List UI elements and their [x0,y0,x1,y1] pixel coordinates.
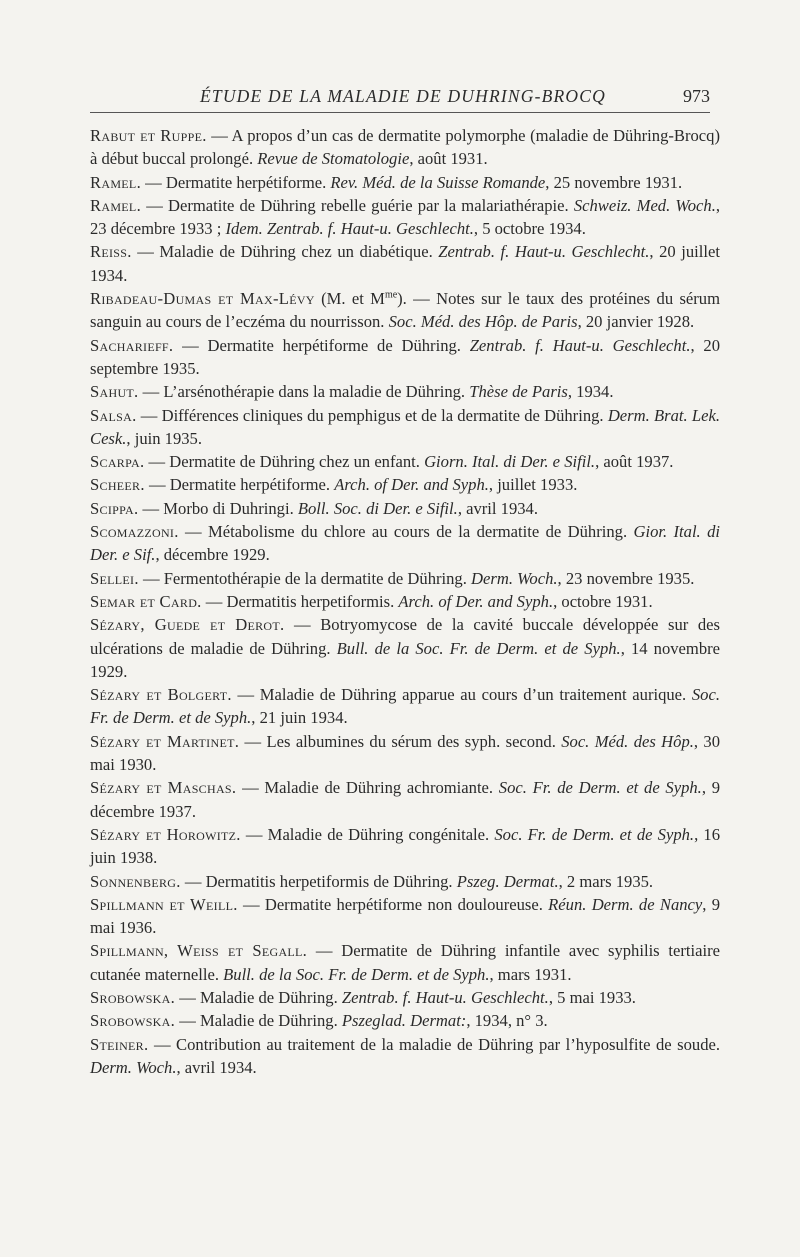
reference-date: , 9 mai 1936. [90,894,721,938]
reference-authors: Scarpa. [90,452,145,472]
running-title: ÉTUDE DE LA MALADIE DE DUHRING-BROCQ [200,86,606,106]
reference-journal: Soc. Fr. de Derm. et de Syph. [494,824,695,844]
reference-entry [90,334,720,381]
reference-entry [90,520,720,567]
reference-journal: Derm. Woch. [471,568,558,588]
reference-authors: Sézary, Guede et Derot. [90,615,285,635]
reference-date: , mars 1931. [489,964,572,984]
reference-date: , août 1937. [595,452,674,472]
reference-journal: Pszeglad. Dermat: [341,1011,467,1031]
reference-journal: Réun. Derm. de Nancy [548,894,703,914]
reference-journal: Derm. Woch. [90,1057,177,1077]
reference-title: — Maladie de Dühring achromiante. [236,778,499,798]
reference-entry [90,613,720,683]
reference-date: , 20 septembre 1935. [90,335,720,378]
reference-journal: Soc. Méd. des Hôp. [561,731,694,751]
reference-entry [90,380,720,403]
reference-authors: Sézary et Maschas. [90,778,237,798]
reference-title: — Dermatite herpétiforme. [144,475,335,495]
reference-entry [90,730,720,777]
reference-entry [90,240,720,287]
reference-entry [90,404,720,451]
reference-date: , 30 mai 1930. [90,731,721,775]
reference-date: , 21 juin 1934. [251,708,348,728]
reference-title: — Maladie de Dühring apparue au cours d’un traitement aurique. [231,685,692,705]
reference-authors: Sellei. [90,568,139,588]
reference-authors: Sézary et Martinet. [90,731,240,751]
reference-journal: Arch. of Der. and Syph. [398,591,554,611]
reference-title: — Dermatite herpétiforme de Dühring. [173,335,470,355]
reference-date: , 16 juin 1938. [90,824,720,868]
reference-authors: Scomazzoni. [90,522,179,542]
reference-title: — Maladie de Dühring. [175,987,342,1007]
reference-title: — A propos d’un cas de dermatite polymorphe (maladie de Dühring-Brocq) à début buccal prolongé. [90,126,720,169]
reference-entry [90,171,720,194]
reference-journal: Pszeg. Dermat. [456,871,559,891]
reference-journal: Schweiz. Med. Woch. [573,195,716,215]
reference-authors: Semar et Card. [90,591,202,611]
reference-journal: Bull. de la Soc. Fr. de Derm. et de Syph. [336,638,621,658]
reference-list [90,124,720,1079]
reference-entry [90,473,720,496]
reference-entry [90,450,720,473]
reference-authors: Sézary et Bolgert. [90,685,232,705]
reference-authors: Reiss. [90,242,132,262]
reference-title: — Botryomycose de la cavité buccale développée sur des ulcérations de maladie de Dühring. [90,615,720,658]
reference-title: — Fermentothérapie de la dermatite de Dühring. [138,568,472,588]
reference-entry [90,683,720,730]
reference-authors: Spillmann, Weiss et Segall. [90,941,308,961]
reference-journal: Soc. Fr. de Derm. et de Syph. [90,685,720,728]
reference-authors: Sonnenberg. [90,871,181,891]
reference-journal: Derm. Brat. Lek. Cesk. [90,405,720,448]
reference-title: — Dermatite herpétiforme non douloureuse. [237,894,549,914]
reference-journal: Soc. Méd. des Hôp. de Paris [388,312,578,332]
reference-date: , 20 juillet 1934. [90,242,720,285]
reference-date: , décembre 1929. [155,545,270,565]
reference-date: , août 1931. [409,149,488,169]
reference-title: — L’arsénothérapie dans la maladie de Dühring. [138,382,470,402]
reference-authors: Spillmann et Weill. [90,894,238,914]
reference-authors: Sahut. [90,382,139,402]
reference-entry [90,1033,720,1080]
reference-date: , 9 décembre 1937. [90,778,721,821]
reference-entry [90,287,720,334]
reference-authors: Salsa. [90,405,137,425]
reference-authors: Srobowska. [90,1011,176,1031]
reference-entry [90,893,720,940]
reference-date: , 25 novembre 1931. [545,172,683,192]
reference-authors: Scheer. [90,475,145,495]
reference-title: — Maladie de Dühring. [175,1011,342,1031]
reference-date: , 20 janvier 1928. [577,312,695,332]
reference-title: — Dermatitis herpetiformis de Dühring. [180,871,457,891]
reference-date: , 23 novembre 1935. [557,568,695,588]
reference-journal: Zentrab. f. Haut-u. Geschlecht. [341,987,549,1007]
reference-title: — Différences cliniques du pemphigus et de la dermatite de Dühring. [136,405,608,425]
reference-title: — Dermatitis herpetiformis. [201,591,399,611]
reference-journal: Rev. Méd. de la Suisse Romande [330,172,546,192]
reference-entry [90,567,720,590]
reference-journal: Zentrab. f. Haut-u. Geschlecht. [469,335,691,355]
reference-authors: Sézary et Horowitz. [90,824,241,844]
reference-journal: Gior. Ital. di Der. e Sif. [90,522,720,565]
reference-authors: Steiner. [90,1034,149,1054]
reference-superscript: me [384,289,398,301]
reference-title: — Maladie de Dühring chez un diabétique. [131,242,439,262]
reference-journal: Revue de Stomatologie [257,149,410,169]
page-number: 973 [683,86,710,106]
reference-authors: Ribadeau-Dumas et Max-Lévy [90,289,315,309]
reference-title: — Dermatite de Dühring infantile avec syphilis tertiaire cutanée maternelle. [90,941,720,984]
reference-date: , 2 mars 1935. [558,871,654,891]
reference-date: , avril 1934. [457,498,539,518]
reference-entry [90,776,720,823]
reference-entry [90,497,720,520]
reference-title: — Contribution au traitement de la maladie de Dühring par l’hyposulfite de soude. [148,1034,720,1054]
reference-title: — Maladie de Dühring congénitale. [240,824,495,844]
reference-authors: Sacharieff. [90,335,174,355]
reference-journal: Giorn. Ital. di Der. e Sifil. [424,452,596,472]
reference-date: , 1934. [567,382,614,402]
reference-authors: Srobowska. [90,987,176,1007]
reference-authors: Rabut et Ruppe. [90,126,207,145]
reference-entry [90,124,720,171]
reference-entry [90,194,720,241]
reference-date: , avril 1934. [176,1057,257,1077]
reference-date: , 5 mai 1933. [548,987,636,1007]
reference-title: — Métabolisme du chlore au cours de la dermatite de Dühring. [178,522,634,542]
reference-entry [90,986,720,1009]
reference-title: — Dermatite herpétiforme. [141,172,331,192]
reference-title: — Dermatite de Dühring chez un enfant. [144,452,425,472]
reference-date: , 14 novembre 1929. [90,638,721,681]
running-head [90,86,710,113]
reference-entry [90,823,720,870]
reference-journal: Arch. of Der. and Syph. [334,475,489,495]
reference-authors: Ramel. [90,195,142,215]
reference-journal: Bull. de la Soc. Fr. de Derm. et de Syph. [223,964,490,984]
reference-entry [90,1009,720,1032]
reference-date: , octobre 1931. [553,591,653,611]
reference-date: , 23 décembre 1933 ; [90,195,720,239]
reference-journal-secondary: Idem. Zentrab. f. Haut-u. Geschlecht. [225,219,474,239]
reference-journal: Thèse de Paris [469,382,568,402]
reference-journal: Soc. Fr. de Derm. et de Syph. [498,778,702,798]
reference-entry [90,870,720,893]
reference-title-cont: ). — Notes sur le taux des protéines du sérum sanguin au cours de l’eczéma du nourrisson. [90,289,721,332]
reference-entry [90,939,720,986]
reference-authors: Ramel. [90,172,142,192]
reference-title: — Morbo di Duhringi. [138,498,298,518]
reference-date: , juillet 1933. [488,475,578,495]
reference-date-secondary: , 5 octobre 1934. [473,219,586,239]
reference-date: , 1934, n° 3. [466,1011,548,1031]
reference-journal: Zentrab. f. Haut-u. Geschlecht. [438,242,650,262]
reference-title: — Dermatite de Dühring rebelle guérie par la malariathérapie. [141,195,574,215]
reference-title: (M. et M [314,289,385,309]
reference-journal: Boll. Soc. di Der. e Sifil. [297,498,458,518]
reference-entry [90,590,720,613]
reference-date: , juin 1935. [126,428,203,448]
reference-title: — Les albumines du sérum des syph. second. [239,731,562,751]
reference-authors: Scippa. [90,498,139,518]
